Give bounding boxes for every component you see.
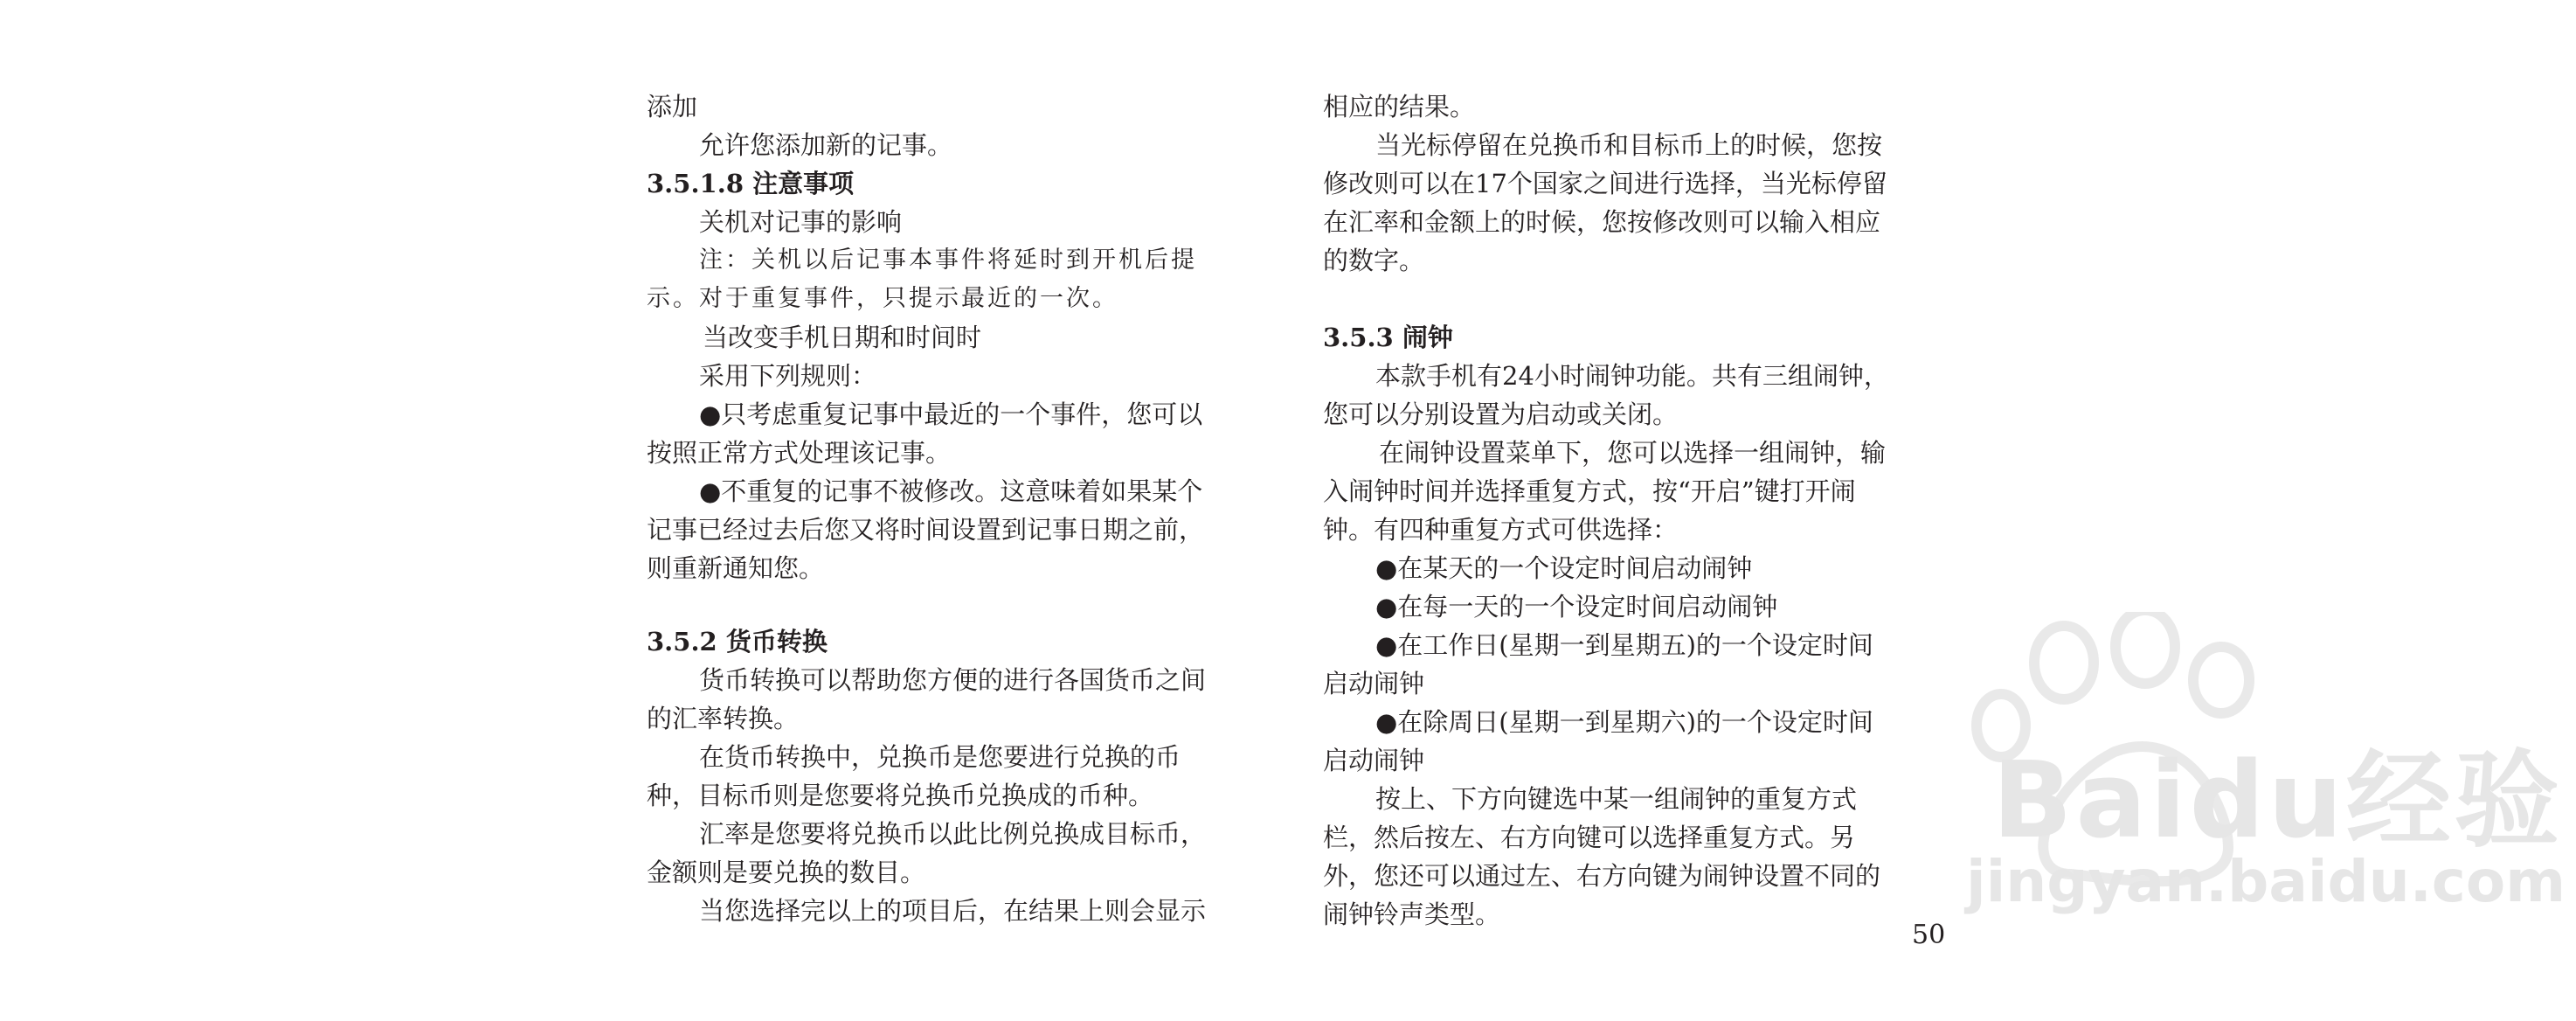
text-line: 按上、下方向键选中某一组闹钟的重复方式 [1375, 784, 1858, 814]
text-line: 外，您还可以通过左、右方向键为闹钟设置不同的 [1323, 861, 1881, 891]
text-line: 的数字。 [1323, 246, 1425, 275]
page-number: 50 [1912, 920, 1946, 950]
baidu-watermark [1966, 612, 2566, 979]
watermark-url: jingyan.baidu.com [1966, 848, 2566, 915]
text-line: 种，目标币则是您要将兑换币兑换成的币种。 [647, 781, 1154, 810]
bullet-line: ●在工作日(星期一到星期五)的一个设定时间 [1375, 630, 1873, 660]
paw-icon [1966, 612, 2560, 979]
text-line: 按照正常方式处理该记事。 [647, 438, 952, 468]
text-line: 在闹钟设置菜单下，您可以选择一组闹钟，输 [1379, 438, 1887, 468]
text-line: 关机对记事的影响 [699, 207, 903, 237]
text-line: 当您选择完以上的项目后，在结果上则会显示 [699, 896, 1207, 926]
bullet-line: ●只考虑重复记事中最近的一个事件，您可以 [699, 399, 1203, 429]
text-line: 采用下列规则： [699, 361, 877, 391]
section-heading: 3.5.2 货币转换 [647, 627, 828, 656]
text-line: 在货币转换中，兑换币是您要进行兑换的币 [699, 742, 1181, 772]
text-line: 添加 [647, 92, 698, 122]
text-line: 闹钟铃声类型。 [1323, 899, 1501, 929]
section-heading: 3.5.3 闹钟 [1323, 323, 1453, 352]
watermark-brand: Baidu经验 [1992, 740, 2563, 862]
text-line: 汇率是您要将兑换币以此比例兑换成目标币， [699, 819, 1207, 849]
text-line: 当光标停留在兑换币和目标币上的时候，您按 [1375, 130, 1883, 160]
text-line: 本款手机有24小时闹钟功能。共有三组闹钟， [1375, 361, 1889, 391]
text-line: 您可以分别设置为启动或关闭。 [1323, 399, 1679, 429]
note-line: 注：关机以后记事本事件将延时到开机后提 [699, 247, 1197, 274]
note-line: 示。对于重复事件，只提示最近的一次。 [647, 285, 1118, 312]
bullet-line: ●在每一天的一个设定时间启动闹钟 [1375, 592, 1778, 622]
text-line: 启动闹钟 [1323, 669, 1425, 698]
text-line: 钟。有四种重复方式可供选择： [1323, 515, 1679, 545]
text-line: 的汇率转换。 [647, 704, 800, 733]
text-line: 允许您添加新的记事。 [699, 130, 953, 160]
text-line: 相应的结果。 [1323, 92, 1476, 122]
text-line: 货币转换可以帮助您方便的进行各国货币之间 [699, 665, 1207, 695]
bullet-line: ●在某天的一个设定时间启动闹钟 [1375, 553, 1753, 583]
text-line: 栏，然后按左、右方向键可以选择重复方式。另 [1323, 823, 1856, 852]
text-line: 则重新通知您。 [647, 553, 825, 583]
bullet-line: ●不重复的记事不被修改。这意味着如果某个 [699, 476, 1203, 506]
section-heading: 3.5.1.8 注意事项 [647, 169, 855, 198]
text-line: 记事已经过去后您又将时间设置到记事日期之前， [647, 515, 1205, 545]
text-line: 启动闹钟 [1323, 746, 1425, 775]
text-line: 修改则可以在17个国家之间进行选择，当光标停留 [1323, 169, 1887, 198]
bullet-line: ●在除周日(星期一到星期六)的一个设定时间 [1375, 707, 1873, 737]
text-line: 当改变手机日期和时间时 [703, 323, 982, 352]
text-line: 在汇率和金额上的时候，您按修改则可以输入相应 [1323, 207, 1881, 237]
text-line: 入闹钟时间并选择重复方式，按“开启”键打开闹 [1323, 476, 1856, 506]
text-line: 金额则是要兑换的数目。 [647, 858, 926, 887]
